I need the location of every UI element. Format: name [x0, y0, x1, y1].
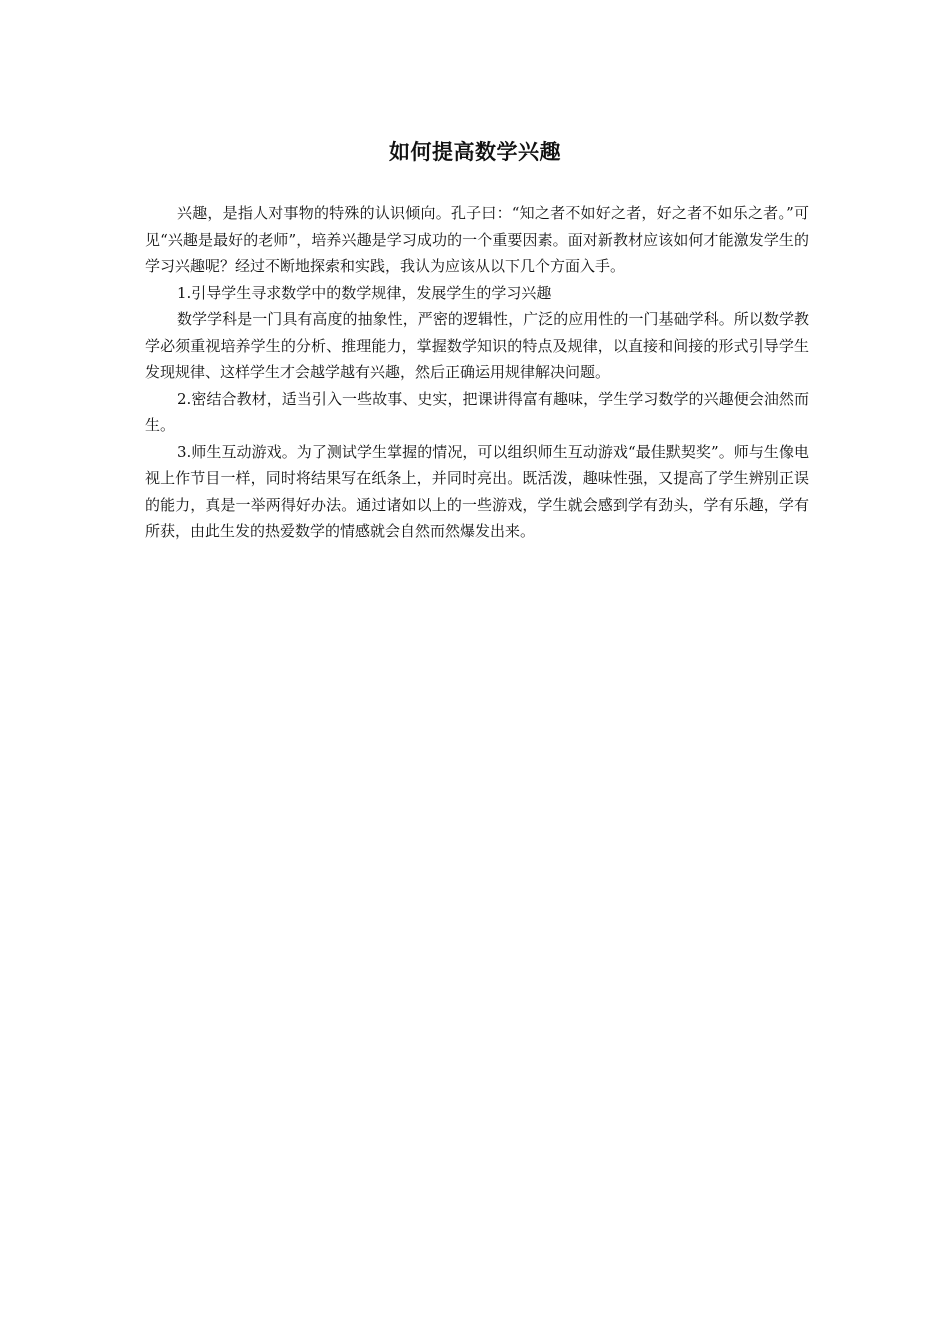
document-body: [145, 200, 809, 545]
document-title: 如何提高数学兴趣: [389, 140, 561, 164]
point-3-paragraph: 3.师生互动游戏。为了测试学生掌握的情况，可以组织师生互动游戏“最佳默契奖”。师与生像电视上作节目一样，同时将结果写在纸条上，并同时亮出。既活泼，趣味性强，又提高了学生辨别正误的能力，真是一举两得好办法。通过诸如以上的一些游戏，学生就会感到学有劲头，学有乐趣，学有所获，由此生发的热爱数学的情感就会自然而然爆发出来。: [145, 442, 809, 540]
intro-paragraph: 兴趣，是指人对事物的特殊的认识倾向。孔子曰：“知之者不如好之者，好之者不如乐之者。”可见“兴趣是最好的老师”，培养兴趣是学习成功的一个重要因素。面对新教材应该如何才能激发学生的学习兴趣呢？经过不断地探索和实践，我认为应该从以下几个方面入手。: [145, 204, 809, 275]
point-1-paragraph: 数学学科是一门具有高度的抽象性，严密的逻辑性，广泛的应用性的一门基础学科。所以数学教学必须重视培养学生的分析、推理能力，掌握数学知识的特点及规律，以直接和间接的形式引导学生发现规律、这样学生才会越学越有兴趣，然后正确运用规律解决问题。: [145, 310, 809, 381]
point-2-paragraph: 2.密结合教材，适当引入一些故事、史实，把课讲得富有趣味，学生学习数学的兴趣便会油然而生。: [145, 389, 809, 434]
point-1-heading: 1.引导学生寻求数学中的数学规律，发展学生的学习兴趣: [177, 283, 552, 302]
